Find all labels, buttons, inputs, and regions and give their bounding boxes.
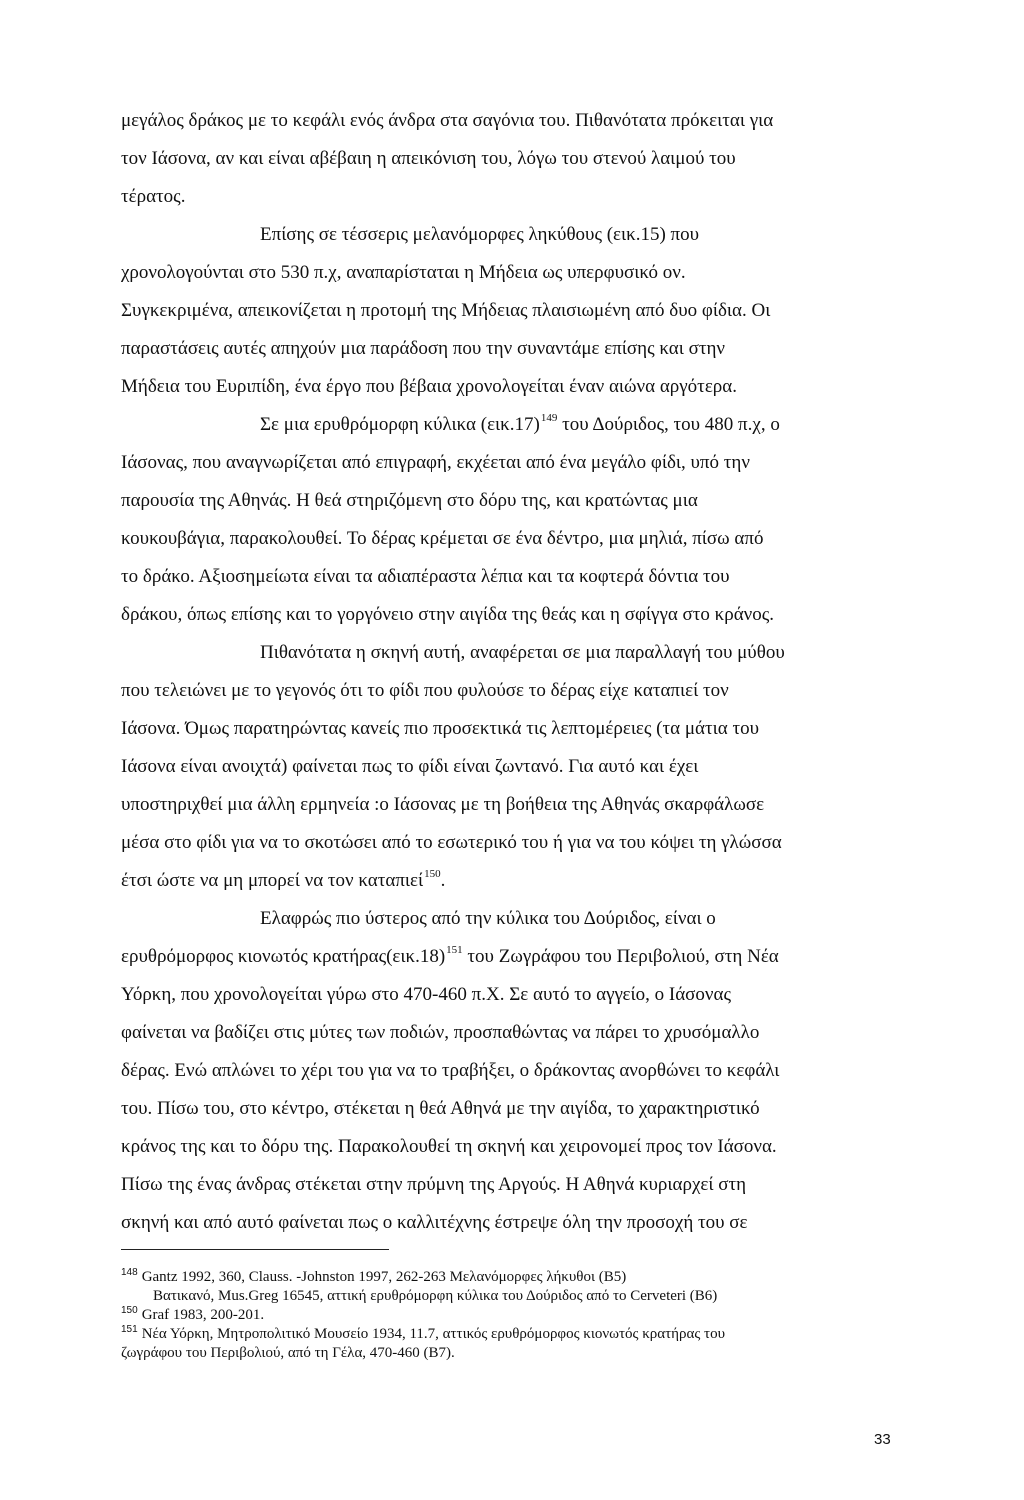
footnote-text: Gantz 1992, 360, Clauss. -Johnston 1997, 262-263 Μελανόμορφες λήκυθοι (B5) xyxy=(141,1269,627,1285)
body-text: του Δούριδος, του 480 π.χ, ο xyxy=(557,414,780,435)
footnote-ref-149: 149 xyxy=(540,412,558,424)
body-line: Ελαφρώς πιο ύστερος από την κύλικα του Δούριδος, είναι ο xyxy=(260,908,716,929)
body-line: μεγάλος δράκος με το κεφάλι ενός άνδρα στα σαγόνια του. Πιθανότατα πρόκειται για xyxy=(121,110,774,131)
body-text: έτσι ώστε να μη μπορεί να τον καταπιεί xyxy=(121,870,424,891)
body-line: υποστηριχθεί μια άλλη ερμηνεία :ο Ιάσονας με τη βοήθεια της Αθηνάς σκαρφάλωσε xyxy=(121,794,765,815)
body-line: τον Ιάσονα, αν και είναι αβέβαιη η απεικόνιση του, λόγω του στενού λαιμού του xyxy=(121,148,736,169)
body-line: το δράκο. Αξιοσημείωτα είναι τα αδιαπέραστα λέπια και τα κοφτερά δόντια του xyxy=(121,566,730,587)
body-line xyxy=(121,945,779,971)
body-line: του. Πίσω του, στο κέντρο, στέκεται η θεά Αθηνά με την αιγίδα, το χαρακτηριστικό xyxy=(121,1098,760,1119)
body-line: δράκου, όπως επίσης και το γοργόνειο στην αιγίδα της θεάς και η σφίγγα στο κράνος. xyxy=(121,604,775,625)
body-line: παραστάσεις αυτές απηχούν μια παράδοση που την συναντάμε επίσης και στην xyxy=(121,338,726,359)
body-line: Υόρκη, που χρονολογείται γύρω στο 470-460 π.Χ. Σε αυτό το αγγείο, ο Ιάσονας xyxy=(121,984,731,1005)
body-text: . xyxy=(440,870,446,891)
body-line: που τελειώνει με το γεγονός ότι το φίδι που φυλούσε το δέρας είχε καταπιεί τον xyxy=(121,680,729,701)
body-line: Συγκεκριμένα, απεικονίζεται η προτομή της Μήδειας πλαισιωμένη από δυο φίδια. Οι xyxy=(121,300,771,321)
footnote-text: Νέα Υόρκη, Μητροπολιτικό Μουσείο 1934, 11.7, αττικός ερυθρόμορφος κιονωτός κρατήρας του xyxy=(141,1326,726,1342)
footnote-148 xyxy=(121,1268,626,1288)
body-line: μέσα στο φίδι για να το σκοτώσει από το εσωτερικό του ή για να του κόψει τη γλώσσα xyxy=(121,832,782,853)
body-line: φαίνεται να βαδίζει στις μύτες των ποδιών, προσπαθώντας να πάρει το χρυσόμαλλο xyxy=(121,1022,760,1043)
footnote-ref-150: 150 xyxy=(424,868,441,880)
body-line: Επίσης σε τέσσερις μελανόμορφες ληκύθους (εικ.15) που xyxy=(260,224,700,245)
page-number: 33 xyxy=(874,1431,891,1448)
footnote-number: 151 xyxy=(121,1324,138,1335)
body-line: δέρας. Ενώ απλώνει το χέρι του για να το τραβήξει, ο δράκοντας ανορθώνει το κεφάλι xyxy=(121,1060,780,1081)
body-line: Ιάσονας, που αναγνωρίζεται από επιγραφή, εκχέεται από ένα μεγάλο φίδι, υπό την xyxy=(121,452,750,473)
footnote-150 xyxy=(121,1306,264,1326)
body-line: κράνος της και το δόρυ της. Παρακολουθεί τη σκηνή και χειρονομεί προς τον Ιάσονα. xyxy=(121,1136,777,1157)
body-line: χρονολογούνται στο 530 π.χ, αναπαρίσταται η Μήδεια ως υπερφυσικό ον. xyxy=(121,262,686,283)
footnote-149: Βατικανό, Mus.Greg 16545, αττική ερυθρόμορφη κύλικα του Δούριδος από το Cerveteri (B6) xyxy=(153,1288,718,1304)
body-line: σκηνή και από αυτό φαίνεται πως ο καλλιτέχνης έστρεψε όλη την προσοχή του σε xyxy=(121,1212,748,1233)
footnote-number: 150 xyxy=(121,1305,138,1316)
body-line xyxy=(260,413,780,439)
body-line: Μήδεια του Ευριπίδη, ένα έργο που βέβαια χρονολογείται έναν αιώνα αργότερα. xyxy=(121,376,737,397)
body-line: Ιάσονα. Όμως παρατηρώντας κανείς πιο προσεκτικά τις λεπτομέρειες (τα μάτια του xyxy=(121,718,759,739)
body-line: παρουσία της Αθηνάς. Η θεά στηριζόμενη στο δόρυ της, και κρατώντας μια xyxy=(121,490,698,511)
footnote-divider xyxy=(121,1249,389,1250)
body-line: κουκουβάγια, παρακολουθεί. Το δέρας κρέμεται σε ένα δέντρο, μια μηλιά, πίσω από xyxy=(121,528,764,549)
footnote-151 xyxy=(121,1325,725,1345)
body-line: Ιάσονα είναι ανοιχτά) φαίνεται πως το φίδι είναι ζωντανό. Για αυτό και έχει xyxy=(121,756,699,777)
body-line: Πιθανότατα η σκηνή αυτή, αναφέρεται σε μια παραλλαγή του μύθου xyxy=(260,642,785,663)
body-line: τέρατος. xyxy=(121,186,186,207)
footnote-number: 148 xyxy=(121,1267,138,1278)
footnote-ref-151: 151 xyxy=(446,944,463,956)
footnote-151-continuation: ζωγράφου του Περιβολιού, από τη Γέλα, 470-460 (B7). xyxy=(121,1345,455,1361)
body-text: ερυθρόμορφος κιονωτός κρατήρας(εικ.18) xyxy=(121,946,446,967)
body-text: του Ζωγράφου του Περιβολιού, στη Νέα xyxy=(462,946,779,967)
body-line: Πίσω της ένας άνδρας στέκεται στην πρύμνη της Αργούς. Η Αθηνά κυριαρχεί στη xyxy=(121,1174,747,1195)
body-text: Σε μια ερυθρόμορφη κύλικα (εικ.17) xyxy=(260,414,540,435)
footnote-text: Graf 1983, 200-201. xyxy=(141,1307,265,1323)
body-line xyxy=(121,869,445,895)
